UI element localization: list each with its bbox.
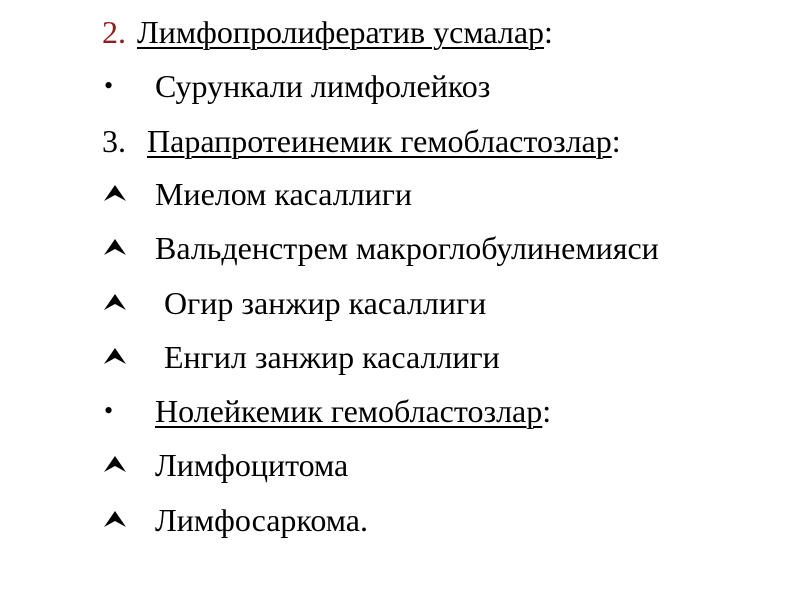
star-bullet-icon [104,283,126,323]
list-number: 2. [102,14,126,50]
colon: : [542,393,552,429]
list-item-text: Сурункали лимфолейкоз [155,68,491,104]
star-bullet-icon [104,228,126,268]
colon: : [544,14,553,50]
heading-text: Лимфопролифератив усмалар [137,14,545,50]
bullet-icon: • [104,71,114,100]
star-bullet-icon [104,445,126,485]
star-bullet-icon [104,174,126,214]
list-item-text: Миелом касаллиги [155,176,413,212]
list-number: 3. [102,123,126,159]
list-item-text: Енгил занжир касаллиги [164,339,500,375]
list-item-text: Лимфоцитома [155,447,349,483]
list-item-text: Лимфосаркома. [155,502,368,538]
bullet-icon: • [104,396,114,425]
list-item-text: Вальденстрем макроглобулинемияси [155,230,659,266]
colon: : [611,123,621,159]
star-bullet-icon [104,500,126,540]
star-bullet-icon [104,337,126,377]
heading-text: Парапротеинемик гемобластозлар [147,123,612,159]
heading-text: Нолейкемик гемобластозлар [155,393,543,429]
list-item-text: Огир занжир касаллиги [164,285,487,321]
